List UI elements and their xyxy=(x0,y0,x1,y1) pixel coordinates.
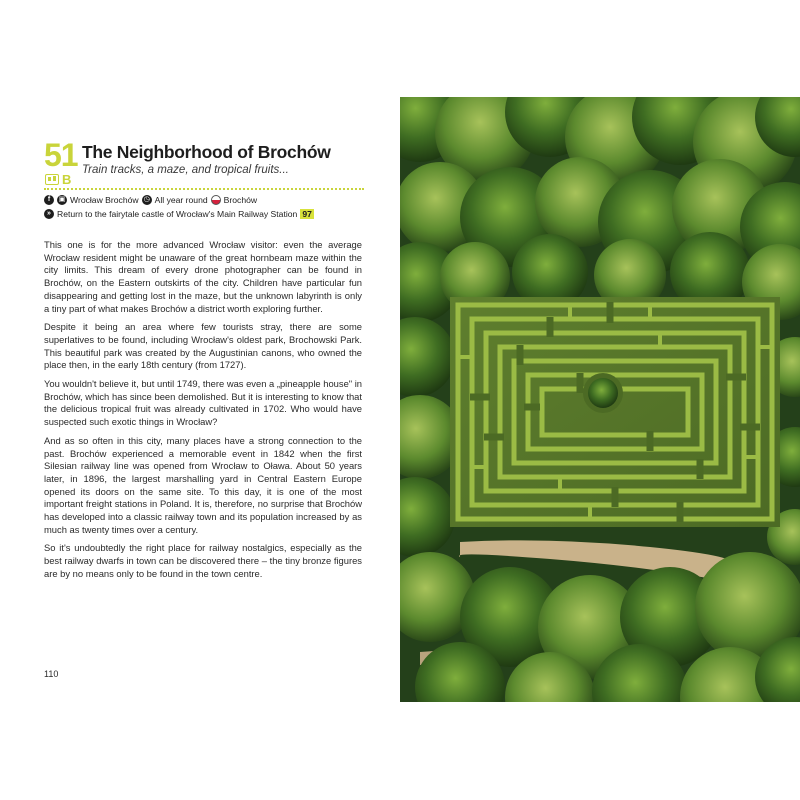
paragraph: So it's undoubtedly the right place for railway nostalgics, especially as the best railway dwarfs in town can be discovered there – the tiny bronze figures are by no means only to be found in the town centre. xyxy=(44,542,362,579)
difficulty-level-icon xyxy=(45,174,59,185)
paragraph: This one is for the more advanced Wrocław visitor: even the average Wrocław resident might be unaware of the great hornbeam maze within the city limits. This dream of every drone photographer can be found in Brochów, on the Eastern outskirts of the city. Children have particular fun disappearing and getting lost in the maze, but the unknown labyrinth is only a tiny part of what makes Brochów a district worth exploring further. xyxy=(44,239,362,314)
tram-icon: ▣ xyxy=(58,196,66,203)
level-badge xyxy=(45,173,71,186)
clock-icon: ◷ xyxy=(143,196,150,203)
info-line-location xyxy=(44,195,257,205)
return-text: Return to the fairytale castle of Wrocław's Main Railway Station xyxy=(57,209,298,219)
paragraph: You wouldn't believe it, but until 1749, there was even a „pineapple house" in Brochów, which has since been demolished. But it is interesting to know that the delicious tropical fruit was already cultivated in 1702. Who would have suspected such exotic things in Wrocław? xyxy=(44,378,363,428)
page-number: 110 xyxy=(44,669,59,679)
location-text: Wrocław Brochów xyxy=(70,195,139,205)
hornbeam-maze xyxy=(450,297,780,527)
chapter-number: 51 xyxy=(44,137,78,173)
poland-flag-icon xyxy=(211,195,221,205)
paragraph: And as so often in this city, many places have a strong connection to the past. Brochów experienced a memorable event in 1842 when the first Silesian railway line was opened from Wrocław to Oława. About 50 years later, in 1896, the largest marshalling yard in Central Eastern Europe opened its doors on the same site. To this day, it is one of the most important freight stations in Poland. It is, therefore, no surprise that Brochów has developed into a classic railway town and its population increased by as much as twenty times over a century. xyxy=(44,434,362,535)
district-text: Brochów xyxy=(223,195,258,205)
page-subtitle: Train tracks, a maze, and tropical fruits... xyxy=(82,164,289,176)
season-text: All year round xyxy=(154,195,208,205)
chapter-reference-badge[interactable]: 97 xyxy=(302,209,312,219)
page-title: The Neighborhood of Brochów xyxy=(82,142,331,162)
paragraph: Despite it being an area where few tourists stray, there are some superlatives to be found, including Wrocław's oldest park, Brochowski Park. This beautiful park was created by the Augustinian canons, who owned the place then, in the early 18th century (from 1727). xyxy=(44,321,362,371)
level-letter: B xyxy=(62,172,72,187)
tree-canopy-top xyxy=(400,97,800,322)
maze-center-tree xyxy=(588,378,618,408)
facebook-icon: f xyxy=(44,195,54,205)
maze-photo-illustration xyxy=(400,97,800,702)
maze-aerial-photo xyxy=(400,97,800,702)
double-arrow-icon: » xyxy=(44,209,54,219)
body-text xyxy=(44,239,362,587)
info-line-return xyxy=(44,209,314,219)
dotted-divider xyxy=(44,188,364,190)
